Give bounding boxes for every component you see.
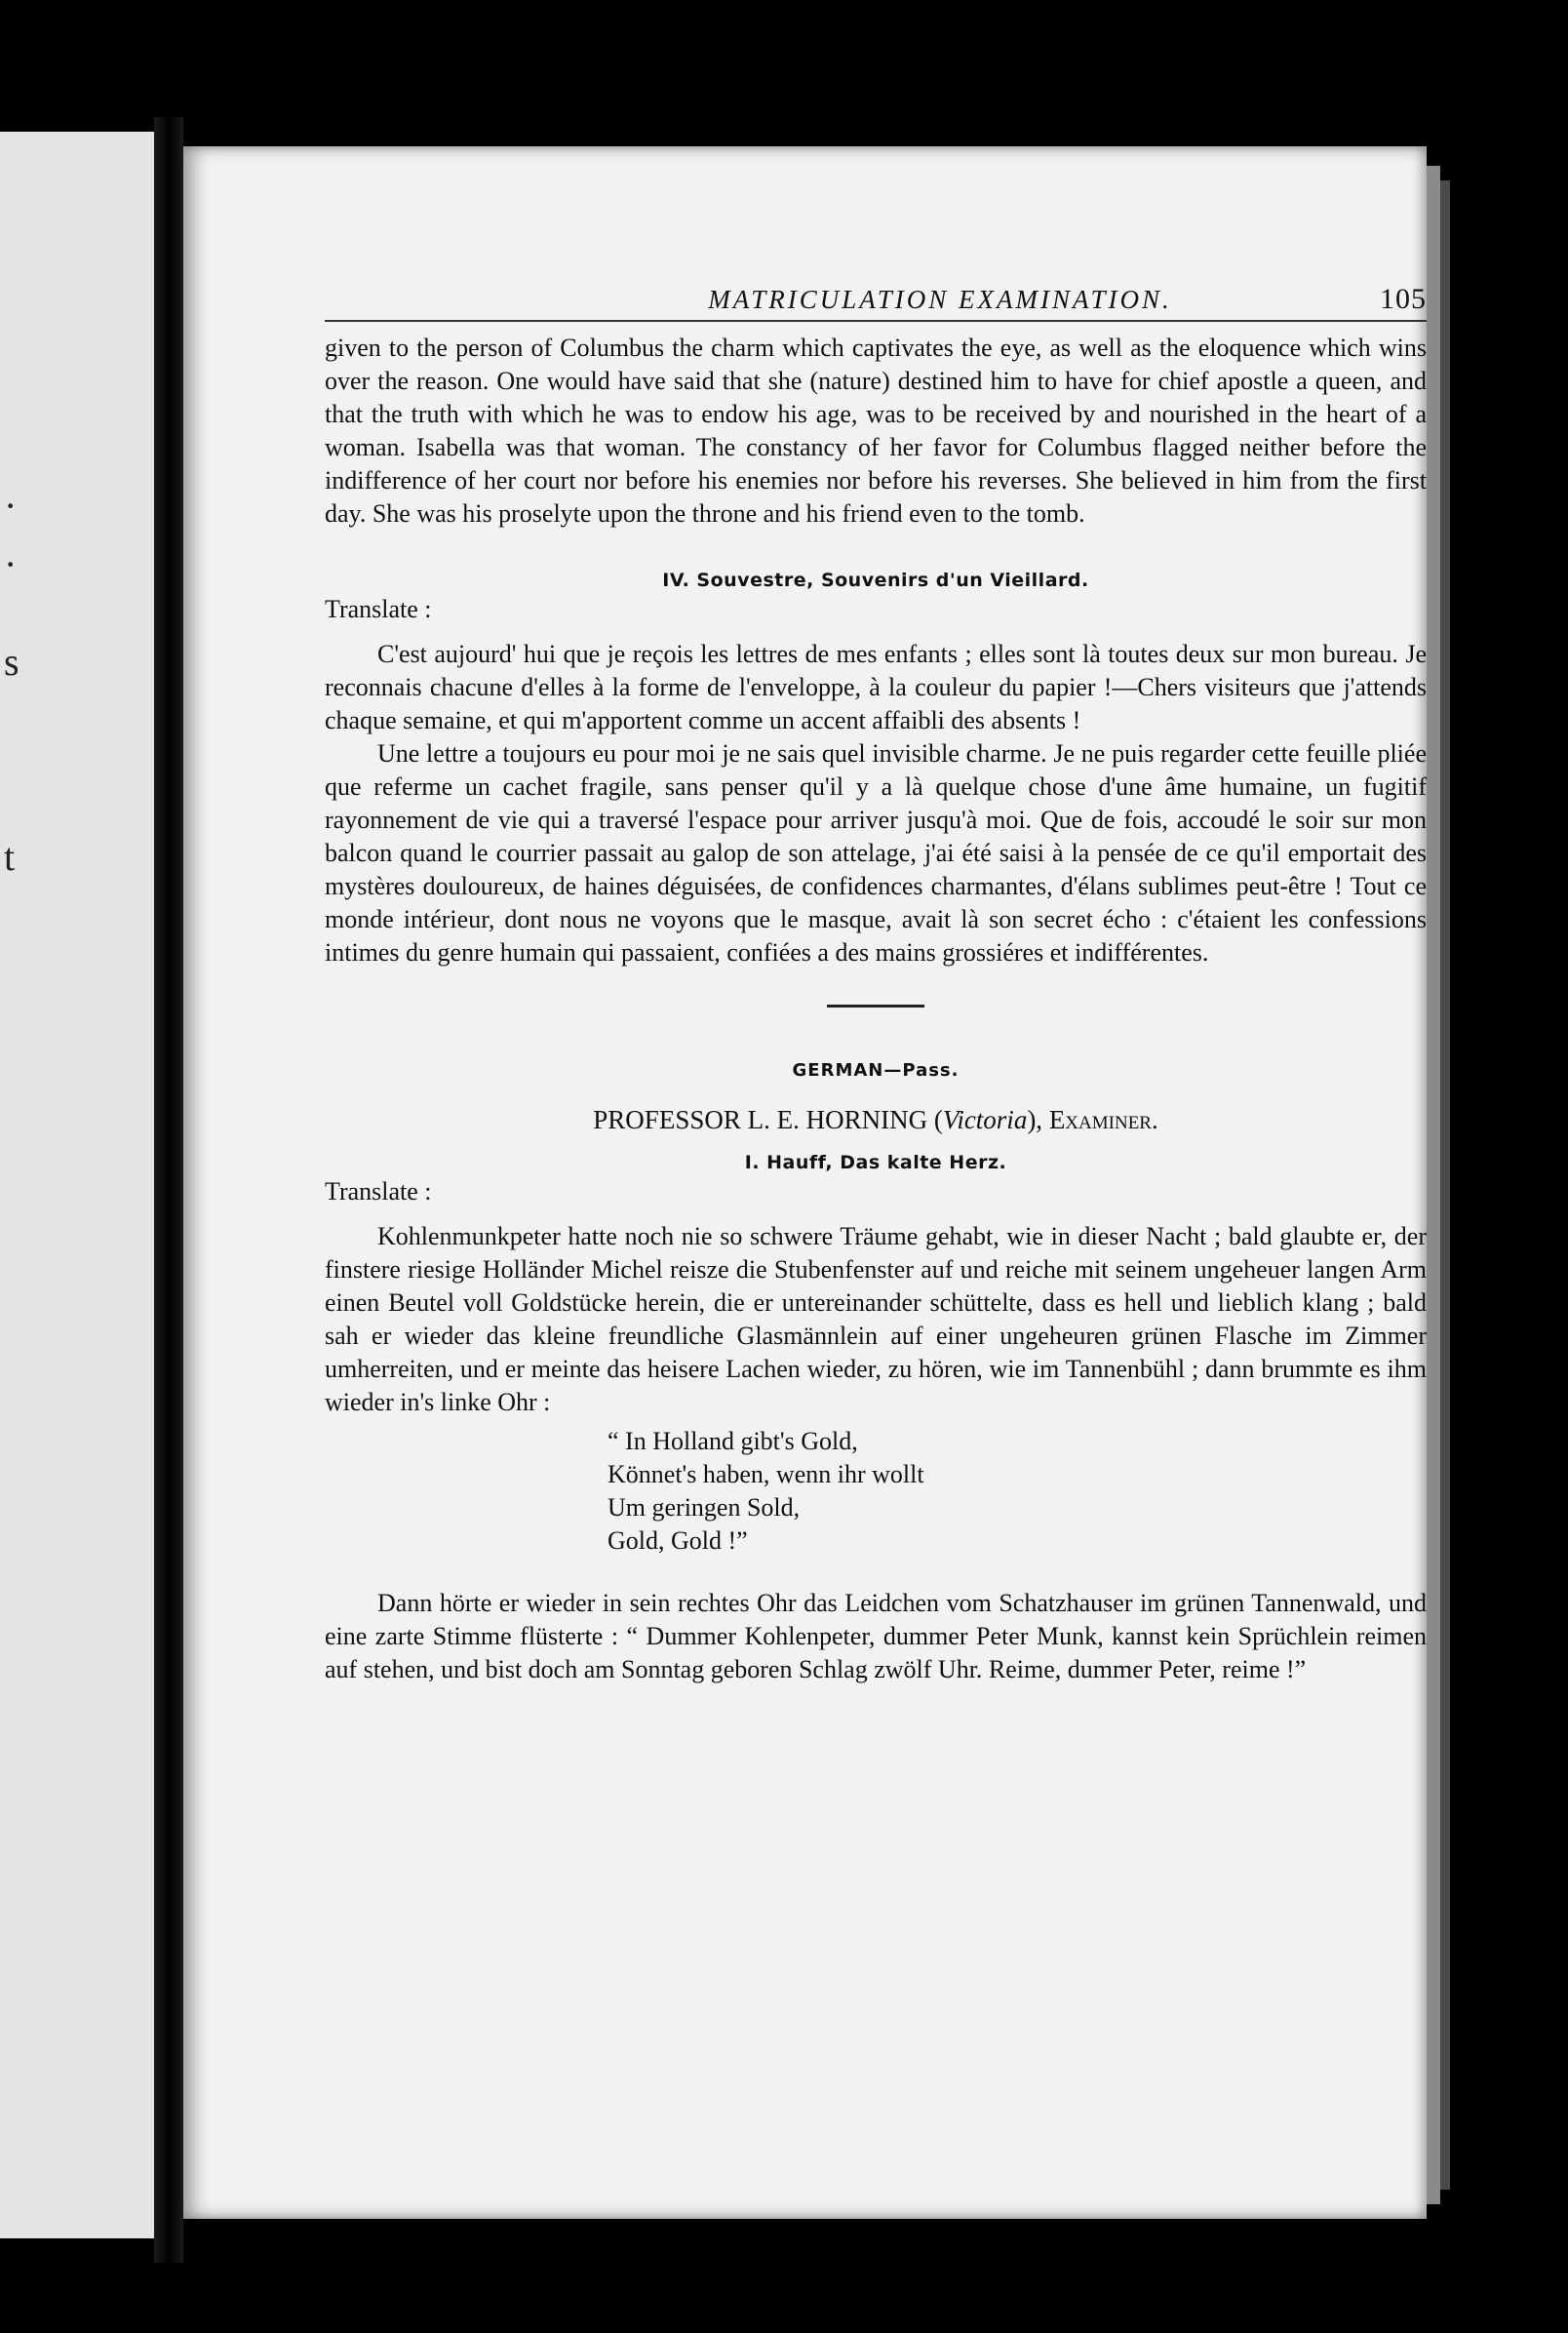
page-header xyxy=(325,283,1427,322)
german-section-heading: I. Hauff, Das kalte Herz. xyxy=(744,1152,1007,1173)
french-paragraph-1: C'est aujourd' hui que je reçois les lettres de mes enfants ; elles sont là toutes deux sur mon bureau. Je reconnais chacune d'elles à la forme de l'enveloppe, à la couleur du papier !—Chers visiteurs que j'attends chaque semaine, et qui m'apportent comme un accent affaibli des absents ! xyxy=(325,640,1427,734)
french-section-heading: IV. Souvestre, Souvenirs d'un Vieillard. xyxy=(662,570,1089,591)
running-head: MATRICULATION EXAMINATION. xyxy=(708,285,1172,314)
verse-line: Könnet's haben, wenn ihr wollt xyxy=(608,1460,924,1488)
german-subject-heading: GERMAN—Pass. xyxy=(792,1060,960,1081)
french-paragraph-2: Une lettre a toujours eu pour moi je ne sais quel invisible charme. Je ne puis regarder cette feuille pliée que referme un cachet fragile, sans penser qu'il y a là quelque chose d'une âme humaine, un fugitif rayonnement de vie qui a traversé l'espace pour arriver jusqu'à moi. Que de fois, accoudé le soir sur mon balcon quand le courrier passait au galop de son attelage, j'ai été saisi à la pensée de ce qu'il emportait des mystères douloureux, de haines déguisées, de confidences charmantes, d'élans sublimes peut-être ! Tout ce monde intérieur, dont nous ne voyons que le masque, avait là son secret écho : c'étaient les confessions intimes du genre humain qui passaient, confiées a des mains grossiéres et indifférentes. xyxy=(325,739,1427,967)
german-verse xyxy=(608,1425,1427,1558)
verse-line: Gold, Gold !” xyxy=(608,1526,748,1555)
section-divider xyxy=(827,1005,924,1008)
french-translate-label: Translate : xyxy=(325,595,432,623)
page-stack-edge xyxy=(1427,166,1440,2204)
page-stack-edge-dark xyxy=(1440,180,1450,2190)
facing-page-marks: · · s t xyxy=(4,484,20,879)
verse-line: “ In Holland gibt's Gold, xyxy=(608,1427,858,1455)
examiner-separator: ), xyxy=(1027,1105,1049,1134)
german-paragraph-2: Dann hörte er wieder in sein rechtes Ohr das Leidchen vom Schatzhauser im grünen Tannenwald, und eine zarte Stimme flüsterte : “ Dummer Kohlenpeter, dummer Peter Munk, kannst kein Sprüchlein reimen auf stehen, und bist doch am Sonntag geboren Schlag zwölf Uhr. Reime, dummer Peter, reime !” xyxy=(325,1589,1427,1683)
examiner-line xyxy=(325,1103,1427,1136)
examiner-role: Examiner. xyxy=(1048,1105,1158,1134)
english-continuation-paragraph: given to the person of Columbus the charm which captivates the eye, as well as the eloquence which wins over the reason. One would have said that she (nature) destined him to have for chief apostle a queen, and that the truth with which he was to endow his age, was to be received by and nourished in the heart of a woman. Isabella was that woman. The constancy of her favor for Columbus flagged neither before the indifference of her court nor before his enemies nor before his reverses. She believed in him from the first day. She was his proselyte upon the throne and his friend even to the tomb. xyxy=(325,334,1427,528)
german-paragraph-1: Kohlenmunkpeter hatte noch nie so schwere Träume gehabt, wie in dieser Nacht ; bald glaubte er, der finstere riesige Holländer Michel reisze die Stubenfenster auf und reiche mit seinem ungeheuer langen Arm einen Beutel voll Goldstücke herein, die er untereinander schüttelte, dass es hell und lieblich klang ; bald sah er wieder das kleine freundliche Glasmännlein auf einer ungeheuren grünen Flasche im Zimmer umherreiten, und er meinte das heisere Lachen wieder, zu hören, wie im Tannenbühl ; dann brummte es ihm wieder in's linke Ohr : xyxy=(325,1222,1427,1416)
facing-page-edge xyxy=(0,132,156,2238)
verse-line: Um geringen Sold, xyxy=(608,1493,801,1522)
examiner-affiliation: Victoria xyxy=(942,1105,1028,1134)
german-translate-label: Translate : xyxy=(325,1177,432,1206)
book-page xyxy=(183,146,1427,2219)
examiner-name: PROFESSOR L. E. HORNING ( xyxy=(593,1105,943,1134)
page-number: 105 xyxy=(1380,283,1427,315)
page-content xyxy=(325,283,1427,1686)
book-gutter xyxy=(154,117,183,2263)
